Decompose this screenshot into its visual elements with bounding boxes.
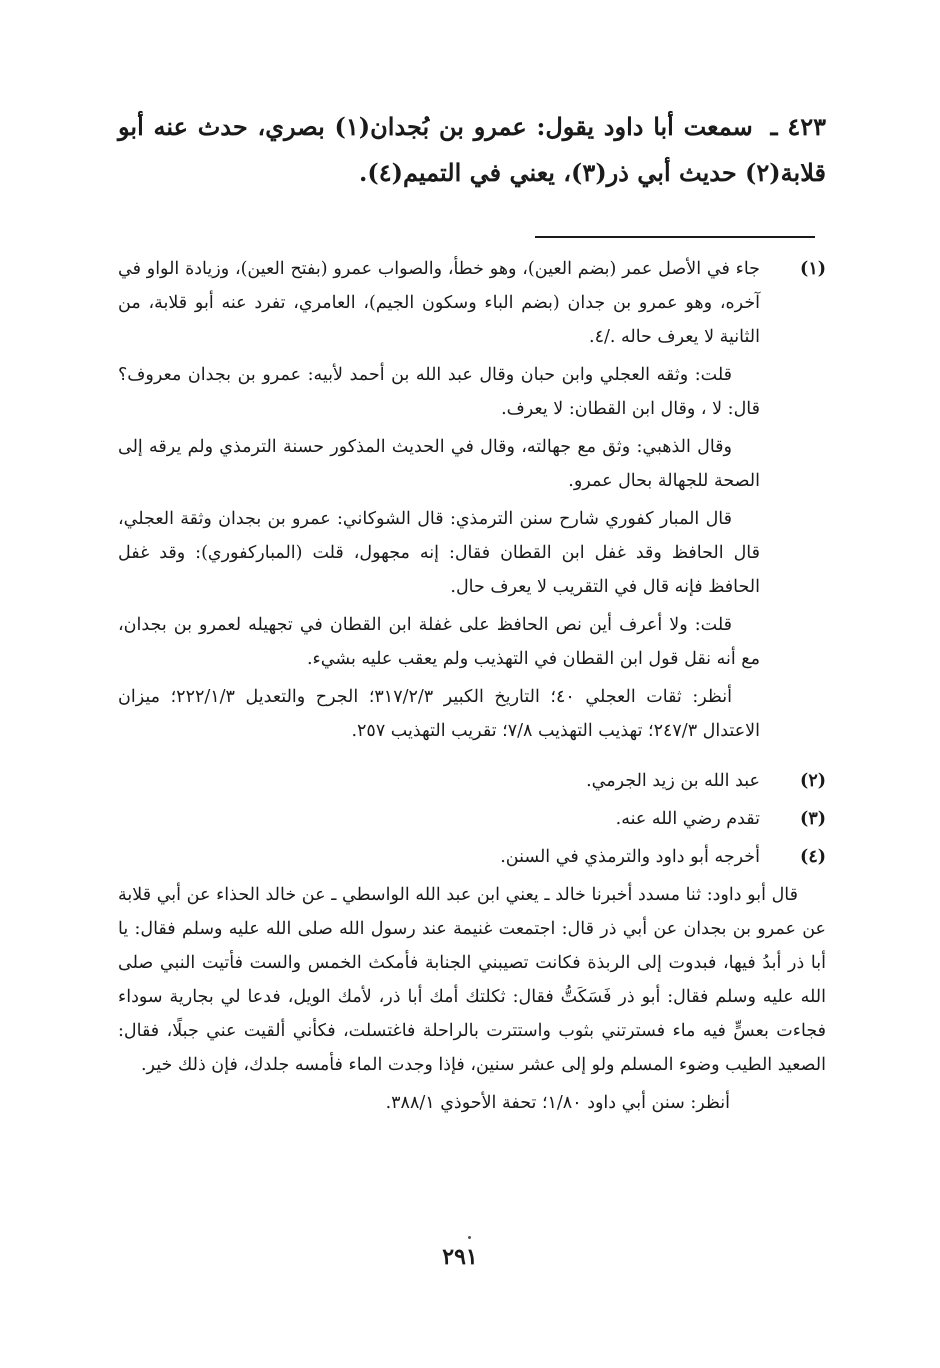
footnote-paragraph: قلت: وثقه العجلي وابن حبان وقال عبد الله بن أحمد لأبيه: عمرو بن بجدان معروف؟ قال: لا ، وقال ابن القطان: لا يعرف. (118, 365, 760, 419)
footnote-gap (118, 752, 826, 764)
footnote-number: (٢) (800, 771, 826, 791)
entry-text: سمعت أبا داود يقول: عمرو بن بُجدان(١) بصري، حدث عنه أبو قلابة(٢) حديث أبي ذر(٣)، يعني في التميم(٤). (118, 112, 826, 187)
footnote-body (118, 840, 760, 878)
footnote-paragraph: عبد الله بن زيد الجرمي. (586, 771, 760, 791)
page-dot (468, 1236, 471, 1239)
footnote-paragraph: أنظر: سنن أبي داود ١/٨٠؛ تحفة الأحوذي ٣٨٨/١. (385, 1093, 730, 1113)
footnote-paragraph: قال أبو داود: ثنا مسدد أخبرنا خالد ـ يعني ابن عبد الله الواسطي ـ عن خالد الحذاء عن أبي قلابة عن عمرو بن بجدان عن أبي ذر قال: اجتمعت غنيمة عند رسول الله صلى الله عليه وسلم فقال: يا أبا ذر أبدُ فيها، فبدوت إلى الربذة فكانت تصيبني الجنابة فأمكث الخمس والست فأتيت النبي صلى الله عليه وسلم فقال: أبو ذر فَسَكَتُّ فقال: ثكلتك أمك أبا ذر، لأمك الويل، فدعا لي بجارية سوداء فجاءت بعسٍّ فيه ماء فسترتني بثوب واستترت بالراحلة فاغتسلت، فكأني ألقيت عني جبلًا، فقال: الصعيد الطيب وضوء المسلم ولو إلى عشر سنين، فإذا وجدت الماء فأمسه جلدك، فإن ذلك خير. (118, 885, 826, 1075)
footnote-paragraph: جاء في الأصل عمر (بضم العين)، وهو خطأ، والصواب عمرو (بفتح العين)، وزيادة الواو في آخره، وهو عمرو بن جدان (بضم الباء وسكون الجيم)، العامري، تفرد عنه أبو قلابة، من الثانية لا يعرف حاله ./٤. (118, 259, 760, 347)
footnotes (118, 252, 826, 1124)
footnote-number: (١) (800, 259, 826, 279)
page-number: ٢٩١ (442, 1244, 478, 1270)
footnote-paragraph: قال المبار كفوري شارح سنن الترمذي: قال الشوكاني: عمرو بن بجدان وثقة العجلي، قال الحافظ وقد غفل ابن القطان فقال: إنه مجهول، قلت (المباركفوري): وقد غفل الحافظ فإنه قال في التقريب لا يعرف حال. (118, 509, 760, 597)
footnote-2 (118, 764, 826, 802)
footnote-body (118, 802, 760, 840)
footnote-body (118, 252, 760, 752)
footnote-4 (118, 840, 826, 878)
entry-number: ٤٢٣ ـ (770, 112, 827, 141)
footnote-paragraph: أنظر: ثقات العجلي ٤٠؛ التاريخ الكبير ٣١٧/٢/٣؛ الجرح والتعديل ٢٢٢/١/٣؛ ميزان الاعتدال ٢٤٧/٣؛ تهذيب التهذيب ٧/٨؛ تقريب التهذيب ٢٥٧. (118, 687, 760, 741)
footnote-body (118, 764, 760, 802)
footnote-paragraph: تقدم رضي الله عنه. (615, 809, 760, 829)
hadith-entry (118, 104, 826, 196)
footnote-paragraph: قلت: ولا أعرف أين نص الحافظ على غفلة ابن القطان في تجهيله لعمرو بن بجدان، مع أنه نقل قول ابن القطان في التهذيب ولم يعقب عليه بشيء. (118, 615, 760, 669)
footnote-paragraph: وقال الذهبي: وثق مع جهالته، وقال في الحديث المذكور حسنة الترمذي ولم يرقه إلى الصحة للجهالة بحال عمرو. (118, 437, 760, 491)
footnote-1 (118, 252, 826, 752)
footnote-paragraph: أخرجه أبو داود والترمذي في السنن. (500, 847, 760, 867)
footnote-number: (٤) (800, 847, 826, 867)
footnote-number: (٣) (800, 809, 826, 829)
footnote-separator (535, 236, 815, 238)
footnote-3 (118, 802, 826, 840)
